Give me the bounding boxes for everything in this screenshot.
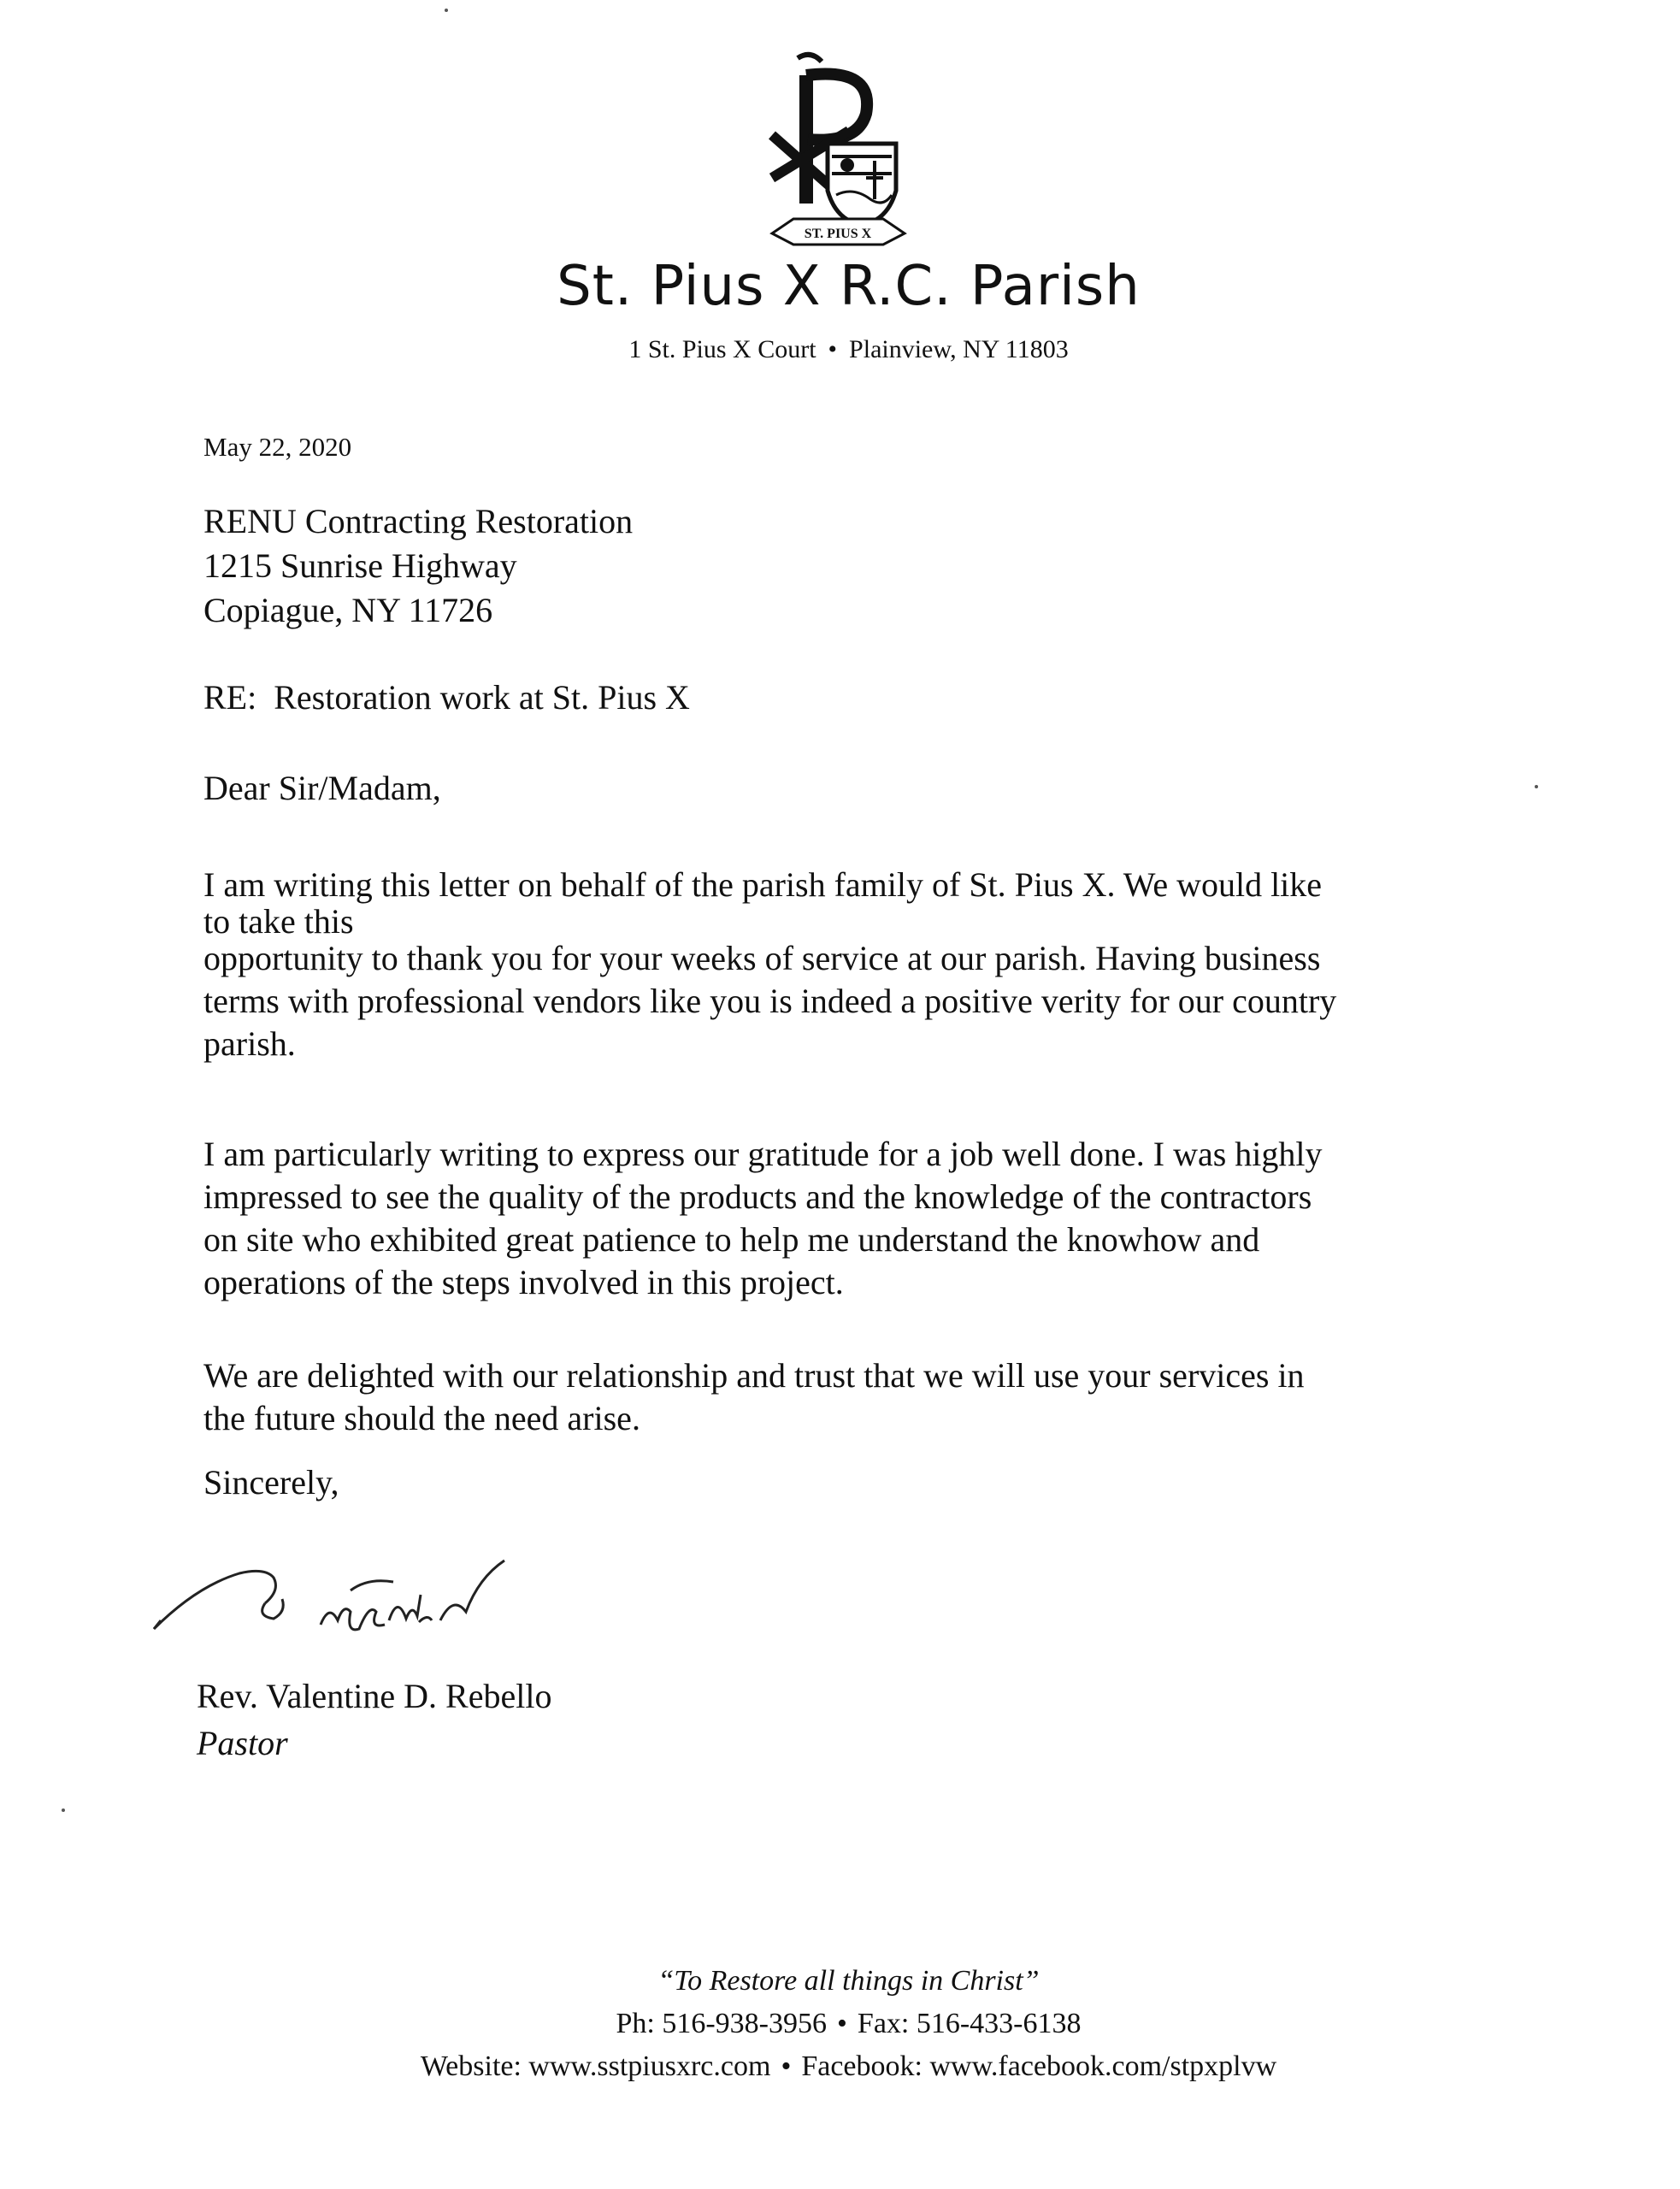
body-paragraph-2 [203, 1133, 1512, 1304]
signer-title: Pastor [197, 1724, 288, 1762]
recipient-line: RENU Contracting Restoration [203, 502, 634, 540]
crest-scroll-text: ST. PIUS X [804, 227, 872, 241]
phone-number: Ph: 516-938-3956 [616, 2008, 827, 2039]
recipient-line: 1215 Sunrise Highway [203, 546, 517, 585]
recipient-address [203, 499, 633, 633]
paragraph-line: parish. [203, 1024, 296, 1063]
scan-speck [1535, 785, 1538, 788]
parish-crest-logo [746, 50, 926, 246]
address-city: Plainview, NY 11803 [849, 335, 1069, 363]
paragraph-line: to take this [203, 902, 354, 941]
address-separator: • [828, 335, 838, 363]
paragraph-line: I am particularly writing to express our gratitude for a job well done. I was highly [203, 1135, 1323, 1173]
paragraph-line: operations of the steps involved in this project. [203, 1263, 844, 1301]
scan-speck [445, 9, 448, 12]
paragraph-line: terms with professional vendors like you is indeed a positive verity for our country [203, 982, 1337, 1020]
contact-phone-line [17, 2003, 1680, 2045]
body-paragraph-1 [203, 864, 1512, 1065]
fax-number: Fax: 516-433-6138 [857, 2008, 1082, 2039]
subject-text: Restoration work at St. Pius X [274, 678, 690, 717]
body-paragraph-3 [203, 1354, 1512, 1440]
letter-date: May 22, 2020 [203, 432, 352, 462]
website-link: Website: www.sstpiusxrc.com [420, 2050, 771, 2082]
subject-label: RE: [203, 678, 257, 717]
paragraph-line: impressed to see the quality of the products and the knowledge of the contractors [203, 1177, 1312, 1216]
scan-speck [62, 1808, 65, 1812]
footer-separator: • [837, 2008, 847, 2039]
paragraph-line: I am writing this letter on behalf of the parish family of St. Pius X. We would like [203, 865, 1323, 904]
paragraph-line: the future should the need arise. [203, 1399, 640, 1437]
signer-name: Rev. Valentine D. Rebello [197, 1677, 552, 1715]
address-street: 1 St. Pius X Court [628, 335, 816, 363]
subject-line [203, 677, 690, 717]
paragraph-line: We are delighted with our relationship and trust that we will use your services in [203, 1356, 1305, 1395]
paragraph-line: on site who exhibited great patience to help me understand the knowhow and [203, 1220, 1260, 1259]
parish-name: St. Pius X R.C. Parish [557, 255, 1141, 318]
paragraph-line: opportunity to thank you for your weeks of service at our parish. Having business [203, 939, 1321, 977]
facebook-link: Facebook: www.facebook.com/stpxplvw [801, 2050, 1277, 2082]
recipient-line: Copiague, NY 11726 [203, 591, 493, 629]
parish-address [0, 335, 1680, 364]
footer-separator: • [781, 2050, 792, 2082]
handwritten-signature [145, 1552, 513, 1663]
contact-web-line [17, 2045, 1680, 2088]
letterhead-footer [0, 1960, 1680, 2088]
closing: Sincerely, [203, 1463, 339, 1502]
salutation: Dear Sir/Madam, [203, 769, 441, 807]
parish-motto: “To Restore all things in Christ” [657, 1965, 1040, 1997]
